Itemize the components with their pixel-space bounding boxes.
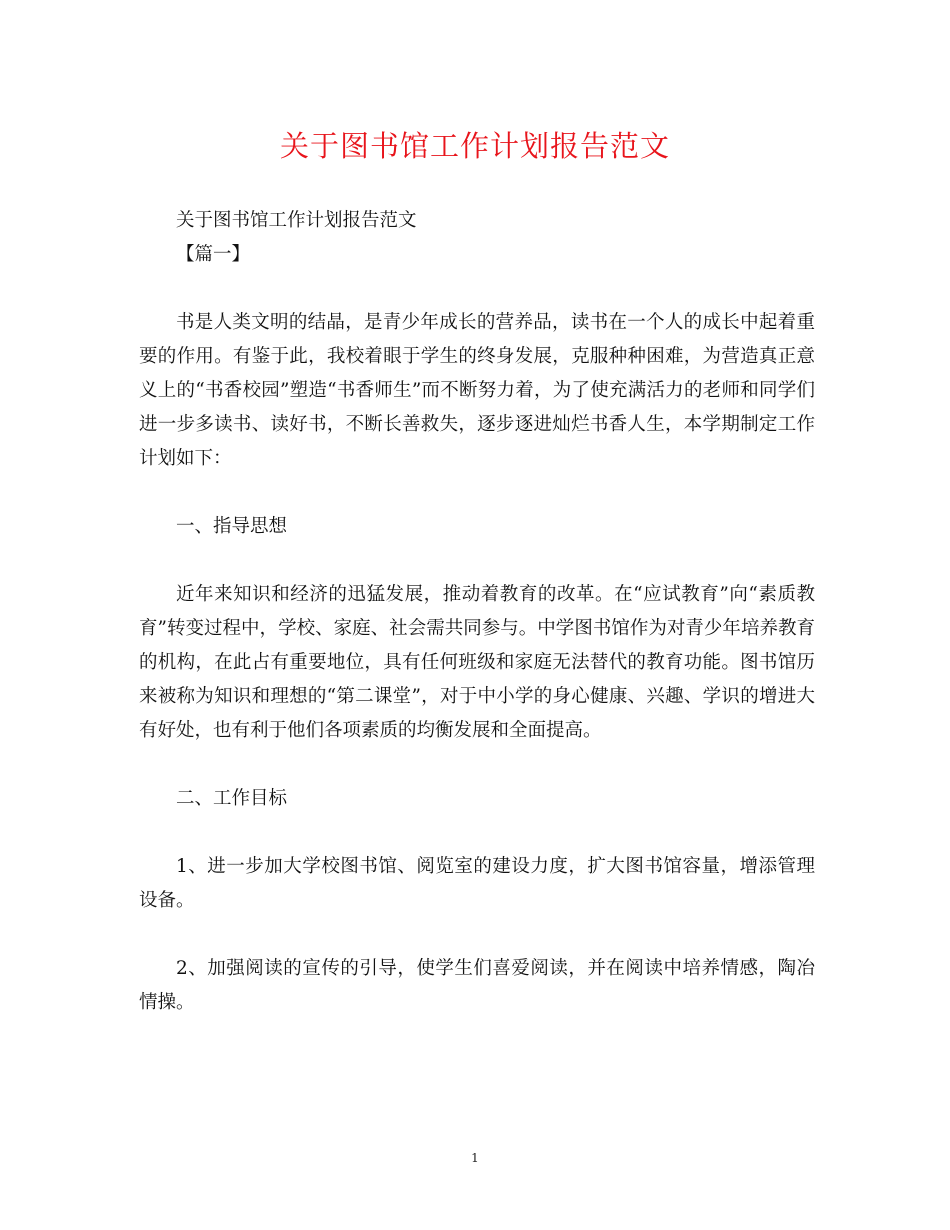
paragraph-intro: 书是人类文明的结晶，是青少年成长的营养品，读书在一个人的成长中起着重要的作用。有鉴于此，我校着眼于学生的终身发展，克服种种困难，为营造真正意义上的“书香校园”塑造“书香师生”而不断努力着，为了使充满活力的老师和同学们进一步多读书、读好书，不断长善救失，逐步逐进灿烂书香人生，本学期制定工作计划如下： — [139, 312, 815, 469]
heading-guiding-thought: 一、指导思想 — [176, 516, 288, 537]
spacer — [139, 544, 815, 578]
page-number: 1 — [471, 1151, 479, 1165]
heading-work-goals: 二、工作目标 — [176, 788, 288, 809]
document-body — [139, 204, 815, 1020]
spacer — [139, 918, 815, 952]
document-title: 关于图书馆工作计划报告范文 — [279, 129, 670, 163]
section-tag: 【篇一】 — [176, 244, 251, 265]
paragraph-guiding-thought: 近年来知识和经济的迅猛发展，推动着教育的改革。在“应试教育”向“素质教育”转变过程中，学校、家庭、社会需共同参与。中学图书馆作为对青少年培养教育的机构，在此占有重要地位，具有任何班级和家庭无法替代的教育功能。图书馆历来被称为知识和理想的“第二课堂”，对于中小学的身心健康、兴趣、学识的增进大有好处，也有利于他们各项素质的均衡发展和全面提高。 — [139, 584, 815, 741]
document-subtitle: 关于图书馆工作计划报告范文 — [176, 210, 417, 231]
spacer — [139, 272, 815, 306]
spacer — [139, 748, 815, 782]
spacer — [139, 476, 815, 510]
paragraph-goal-2: 2、加强阅读的宣传的引导，使学生们喜爱阅读，并在阅读中培养情感，陶冶情操。 — [139, 958, 815, 1013]
spacer — [139, 816, 815, 850]
paragraph-goal-1: 1、进一步加大学校图书馆、阅览室的建设力度，扩大图书馆容量，增添管理设备。 — [139, 856, 815, 911]
